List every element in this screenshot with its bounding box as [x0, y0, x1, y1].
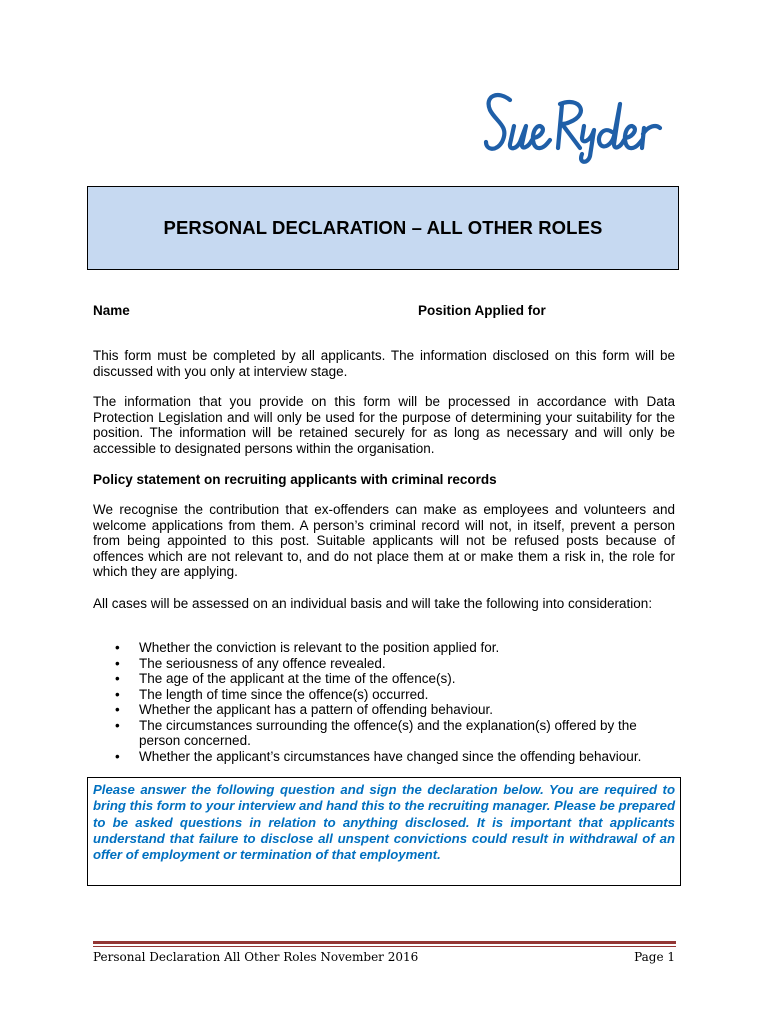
bullet-icon: •: [115, 717, 120, 733]
intro-paragraph-2: The information that you provide on this form will be processed in accordance with Data Protection Legislation and will only be used for the purpose of determining your suitability for the position. The information will be retained securely for as long as necessary and will only be accessible to designated persons within the organisation.: [93, 394, 675, 456]
criteria-item: • Whether the applicant’s circumstances have changed since the offending behaviour.: [115, 748, 642, 764]
notice-box: [87, 777, 681, 886]
assessment-paragraph: All cases will be assessed on an individual basis and will take the following into consideration:: [93, 596, 653, 611]
title-box: [87, 186, 679, 270]
name-label: Name: [93, 303, 130, 318]
footer-rule-thick: [93, 941, 676, 944]
intro-paragraph-1: This form must be completed by all applicants. The information disclosed on this form will be discussed with you only at interview stage.: [93, 348, 675, 379]
criteria-item: • The length of time since the offence(s) occurred.: [115, 686, 429, 702]
criteria-item: • Whether the conviction is relevant to the position applied for.: [115, 640, 500, 655]
bullet-icon: •: [115, 640, 120, 655]
bullet-icon: •: [115, 702, 120, 717]
position-applied-label: Position Applied for: [418, 303, 546, 318]
page-title: PERSONAL DECLARATION – ALL OTHER ROLES: [163, 217, 603, 238]
criteria-list: [93, 640, 675, 764]
criteria-item: • Whether the applicant has a pattern of offending behaviour.: [115, 702, 493, 717]
notice-text: Please answer the following question and sign the declaration below. You are required to bring this form to your interview and hand this to the recruiting manager. Please be prepared to be asked questions in relation to anything disclosed. It is important that applicants understand that failure to disclose all unspent convictions could result in withdrawal of an offer of employment or termination of that employment.: [93, 782, 675, 863]
sue-ryder-logo: [480, 86, 676, 168]
bullet-icon: •: [115, 748, 120, 764]
criteria-item: • The seriousness of any offence revealed.: [115, 655, 386, 671]
bullet-icon: •: [115, 655, 120, 671]
bullet-icon: •: [115, 671, 120, 686]
bullet-icon: •: [115, 686, 120, 702]
criteria-item: • The circumstances surrounding the offence(s) and the explanation(s) offered by the person concerned.: [115, 717, 637, 748]
criteria-item: • The age of the applicant at the time of the offence(s).: [115, 671, 456, 686]
footer-rule-thin: [93, 946, 676, 947]
policy-heading: Policy statement on recruiting applicants with criminal records: [93, 472, 497, 487]
policy-paragraph: We recognise the contribution that ex-offenders can make as employees and volunteers and welcome applications from them. A person’s criminal record will not, in itself, prevent a person from being appointed to this post. Suitable applicants will not be refused posts because of offences which are not relevant to, and do not place them at or make them a risk in, the role for which they are applying.: [93, 502, 675, 579]
footer-page-number: Page 1: [634, 950, 675, 964]
footer-document-title: Personal Declaration All Other Roles November 2016: [93, 950, 419, 964]
